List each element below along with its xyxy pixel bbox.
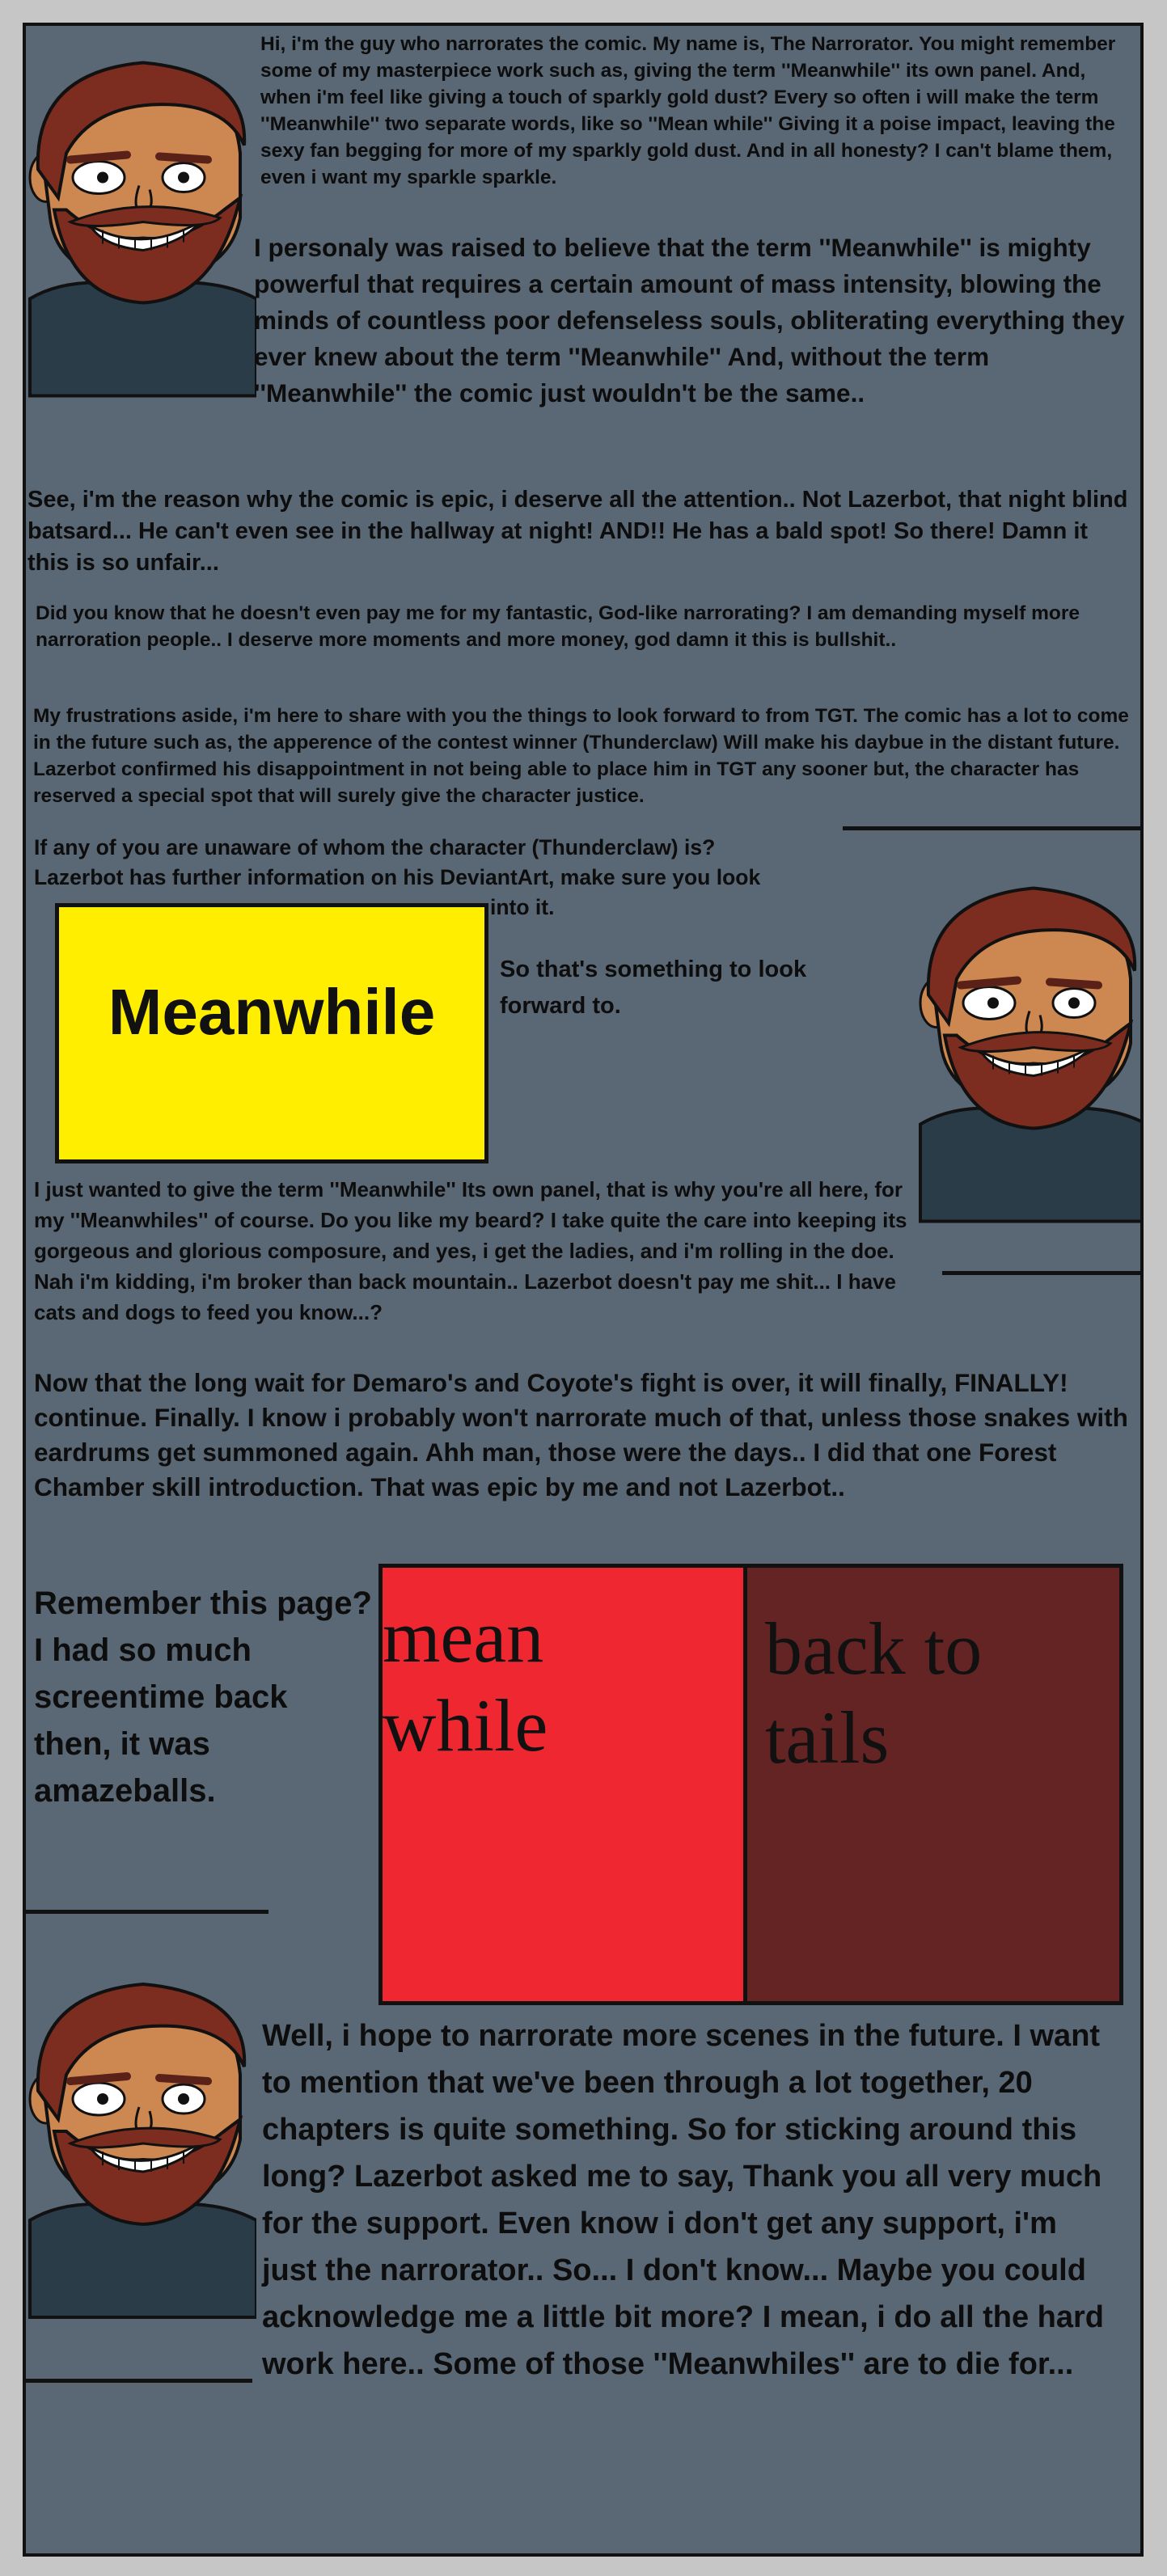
demaro-text: Now that the long wait for Demaro's and Coyote's fight is over, it will finally, FINALLY! continue. Finally. I know i probably won't narrorate much of that, unless those snakes with eardrums get summoned again. Ahh man, those were the days.. I did that one Forest Chamber skill introduction. That was epic by me and not Lazerbot..	[34, 1368, 1128, 1501]
back-to-tails-label-1: back to	[765, 1607, 983, 1690]
forward-text: So that's something to look forward to.	[500, 956, 807, 1019]
unaware-line-3: into it.	[490, 895, 555, 919]
panel-divider-right	[843, 826, 1144, 830]
narrator-icon	[912, 831, 1144, 1272]
mean-while-label-1: mean	[383, 1595, 544, 1678]
frustrations-text: My frustrations aside, i'm here to share with you the things to look forward to from TGT. The comic has a lot to come in the future such as, the apperence of the contest winner (Thunderclaw) Will make his daybue in the distant future. Lazerbot confirmed his disappointment in not being able to place him in TGT any sooner but, the character has reserved a special spot that will surely give the character justice.	[33, 705, 1129, 807]
narrator-figure-bottom	[23, 1914, 256, 2381]
narrator-icon	[23, 1914, 256, 2381]
meanwhile-panel	[55, 903, 488, 1163]
unaware-line-1: If any of you are unaware of whom the character (Thunderclaw) is?	[34, 835, 716, 859]
mean-while-panel	[378, 1564, 747, 2005]
narrator-figure-middle	[912, 831, 1144, 1272]
meanwhile-panel-label: Meanwhile	[108, 976, 436, 1048]
raised-text: I personaly was raised to believe that the term ''Meanwhile'' is mighty powerful that requires a certain amount of mass intensity, blowing the minds of countless poor defenseless souls, obliterating everything they ever knew about the term ''Meanwhile'' And, without the term ''Meanwhile'' the comic just wouldn't be the same..	[254, 233, 1125, 408]
comic-page	[23, 23, 1144, 2557]
narrator-figure-top	[23, 26, 256, 426]
closing-text: Well, i hope to narrorate more scenes in the future. I want to mention that we've been through a lot together, 20 chapters is quite something. So for sticking around this long? Lazerbot asked me to say, Thank you all very much for the support. Even know i don't get any support, i'm just the narrorator.. So... I don't know... Maybe you could acknowledge me a little bit more? I mean, i do all the hard work here.. Some of those ''Meanwhiles'' are to die for...	[262, 2019, 1105, 2381]
remember-text: Remember this page? I had so much screentime back then, it was amazeballs.	[34, 1586, 372, 1809]
intro-text: Hi, i'm the guy who narrorates the comic. My name is, The Narrorator. You might remember some of my masterpiece work such as, giving the term ''Meanwhile'' its own panel. And, when i'm feel like giving a touch of sparkly gold dust? Every so often i will make the term ''Meanwhile'' two separate words, like so ''Mean while'' Giving it a poise impact, leaving the sexy fan begging for more of my sparkly gold dust. And in all honesty? I can't blame them, even i want my sparkle sparkle.	[260, 33, 1116, 188]
narrator-icon	[23, 26, 256, 426]
unaware-line-2: Lazerbot has further information on his DeviantArt, make sure you look	[34, 865, 761, 889]
pay-text: Did you know that he doesn't even pay me for my fantastic, God-like narrorating? I am demanding myself more narroration people.. I deserve more moments and more money, god damn it this is bullshit..	[36, 602, 1080, 651]
epic-text: See, i'm the reason why the comic is epic, i deserve all the attention.. Not Lazerbot, that night blind batsard... He can't even see in the hallway at night! AND!! He has a bald spot! So there! Damn it this is so unfair...	[27, 487, 1128, 576]
beard-text: I just wanted to give the term ''Meanwhile'' Its own panel, that is why you're all here, for my ''Meanwhiles'' of course. Do you like my beard? I take quite the care into keeping its gorgeous and glorious composure, and yes, i get the ladies, and i'm rolling in the doe. Nah i'm kidding, i'm broker than back mountain.. Lazerbot doesn't pay me shit... I have cats and dogs to feed you know...?	[34, 1177, 907, 1324]
back-to-tails-label-2: tails	[765, 1696, 890, 1779]
panel-divider-middle	[942, 1271, 1144, 1275]
mean-while-label-2: while	[383, 1684, 548, 1767]
back-to-tails-panel	[743, 1564, 1123, 2005]
panel-divider-bottom-2	[26, 2379, 252, 2383]
